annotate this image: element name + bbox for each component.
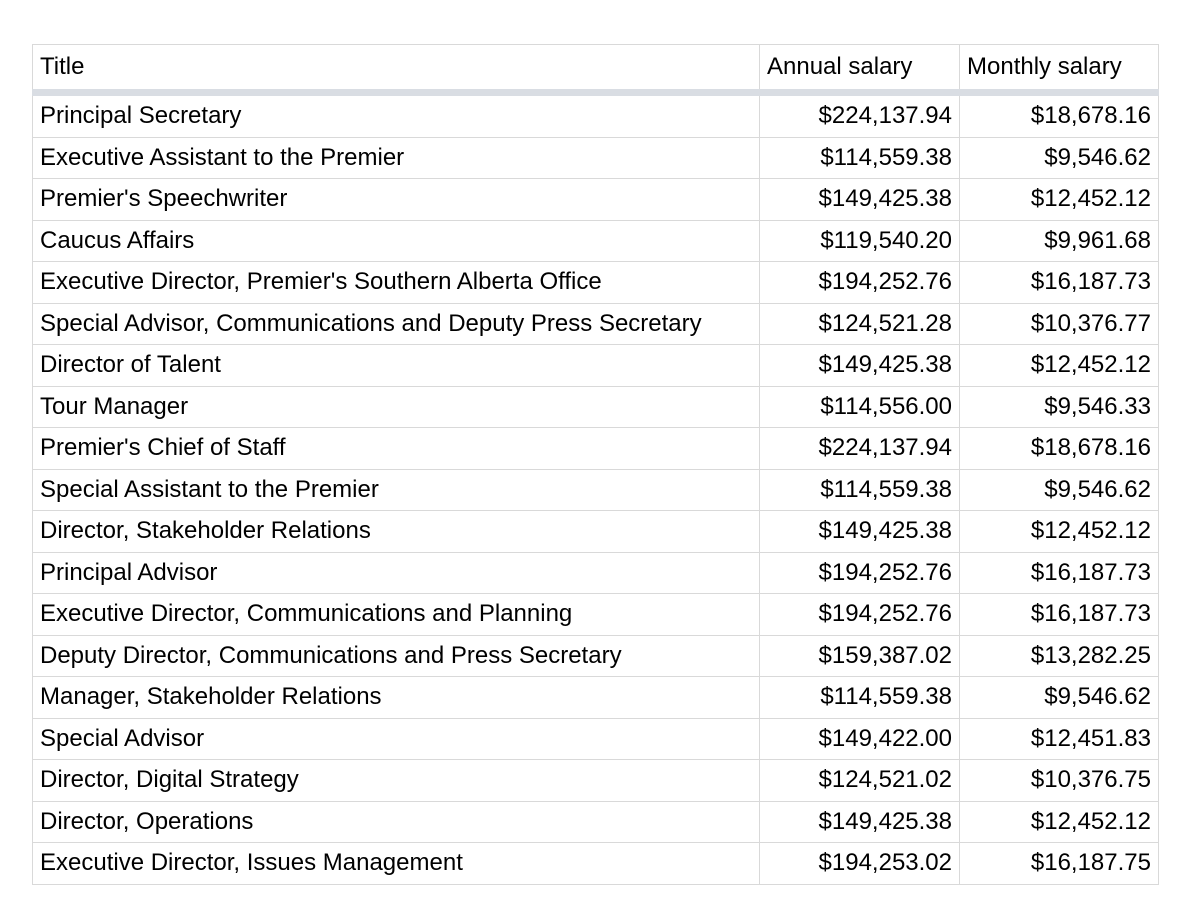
column-header-monthly-salary: Monthly salary: [960, 45, 1159, 93]
cell-annual-salary: $224,137.94: [760, 93, 960, 138]
cell-annual-salary: $194,253.02: [760, 843, 960, 885]
table-row: [33, 677, 1159, 719]
column-header-annual-salary: Annual salary: [760, 45, 960, 93]
cell-annual-salary: $124,521.02: [760, 760, 960, 802]
cell-title: Director, Digital Strategy: [33, 760, 760, 802]
table-row: [33, 386, 1159, 428]
cell-monthly-salary: $16,187.73: [960, 262, 1159, 304]
cell-monthly-salary: $9,961.68: [960, 220, 1159, 262]
cell-monthly-salary: $9,546.62: [960, 677, 1159, 719]
cell-title: Executive Assistant to the Premier: [33, 137, 760, 179]
cell-monthly-salary: $16,187.73: [960, 594, 1159, 636]
column-header-title: Title: [33, 45, 760, 93]
cell-annual-salary: $149,425.38: [760, 511, 960, 553]
cell-annual-salary: $149,422.00: [760, 718, 960, 760]
table-row: [33, 635, 1159, 677]
cell-monthly-salary: $9,546.33: [960, 386, 1159, 428]
cell-annual-salary: $149,425.38: [760, 179, 960, 221]
cell-annual-salary: $114,556.00: [760, 386, 960, 428]
cell-title: Executive Director, Premier's Southern Alberta Office: [33, 262, 760, 304]
cell-annual-salary: $159,387.02: [760, 635, 960, 677]
cell-annual-salary: $194,252.76: [760, 552, 960, 594]
cell-title: Director, Stakeholder Relations: [33, 511, 760, 553]
cell-title: Director of Talent: [33, 345, 760, 387]
cell-title: Principal Advisor: [33, 552, 760, 594]
cell-monthly-salary: $9,546.62: [960, 137, 1159, 179]
cell-title: Caucus Affairs: [33, 220, 760, 262]
cell-annual-salary: $194,252.76: [760, 594, 960, 636]
cell-title: Deputy Director, Communications and Press Secretary: [33, 635, 760, 677]
table-row: [33, 137, 1159, 179]
table-row: [33, 428, 1159, 470]
cell-monthly-salary: $10,376.77: [960, 303, 1159, 345]
table-row: [33, 220, 1159, 262]
cell-annual-salary: $114,559.38: [760, 469, 960, 511]
table-body: [33, 93, 1159, 885]
cell-title: Special Advisor: [33, 718, 760, 760]
cell-monthly-salary: $12,452.12: [960, 179, 1159, 221]
cell-monthly-salary: $12,452.12: [960, 801, 1159, 843]
table-row: [33, 262, 1159, 304]
cell-monthly-salary: $13,282.25: [960, 635, 1159, 677]
cell-annual-salary: $114,559.38: [760, 137, 960, 179]
cell-title: Executive Director, Issues Management: [33, 843, 760, 885]
table-row: [33, 469, 1159, 511]
cell-title: Tour Manager: [33, 386, 760, 428]
cell-monthly-salary: $18,678.16: [960, 428, 1159, 470]
cell-annual-salary: $224,137.94: [760, 428, 960, 470]
cell-annual-salary: $149,425.38: [760, 801, 960, 843]
cell-annual-salary: $114,559.38: [760, 677, 960, 719]
cell-monthly-salary: $12,452.12: [960, 345, 1159, 387]
table-row: [33, 594, 1159, 636]
table-row: [33, 511, 1159, 553]
table-row: [33, 303, 1159, 345]
cell-annual-salary: $124,521.28: [760, 303, 960, 345]
cell-monthly-salary: $9,546.62: [960, 469, 1159, 511]
table-row: [33, 843, 1159, 885]
table-row: [33, 179, 1159, 221]
cell-title: Principal Secretary: [33, 93, 760, 138]
table-header: [33, 45, 1159, 93]
cell-monthly-salary: $16,187.75: [960, 843, 1159, 885]
table-row: [33, 760, 1159, 802]
cell-title: Executive Director, Communications and Planning: [33, 594, 760, 636]
cell-annual-salary: $194,252.76: [760, 262, 960, 304]
cell-annual-salary: $119,540.20: [760, 220, 960, 262]
table-row: [33, 93, 1159, 138]
table-row: [33, 552, 1159, 594]
cell-monthly-salary: $10,376.75: [960, 760, 1159, 802]
table-row: [33, 718, 1159, 760]
table-row: [33, 345, 1159, 387]
table-row: [33, 801, 1159, 843]
cell-title: Special Advisor, Communications and Deputy Press Secretary: [33, 303, 760, 345]
cell-monthly-salary: $16,187.73: [960, 552, 1159, 594]
cell-annual-salary: $149,425.38: [760, 345, 960, 387]
cell-title: Special Assistant to the Premier: [33, 469, 760, 511]
salary-table: [32, 44, 1159, 885]
cell-title: Director, Operations: [33, 801, 760, 843]
header-row: [33, 45, 1159, 93]
cell-title: Premier's Speechwriter: [33, 179, 760, 221]
salary-table-container: [32, 44, 1158, 885]
cell-monthly-salary: $18,678.16: [960, 93, 1159, 138]
cell-title: Premier's Chief of Staff: [33, 428, 760, 470]
cell-monthly-salary: $12,451.83: [960, 718, 1159, 760]
cell-monthly-salary: $12,452.12: [960, 511, 1159, 553]
cell-title: Manager, Stakeholder Relations: [33, 677, 760, 719]
